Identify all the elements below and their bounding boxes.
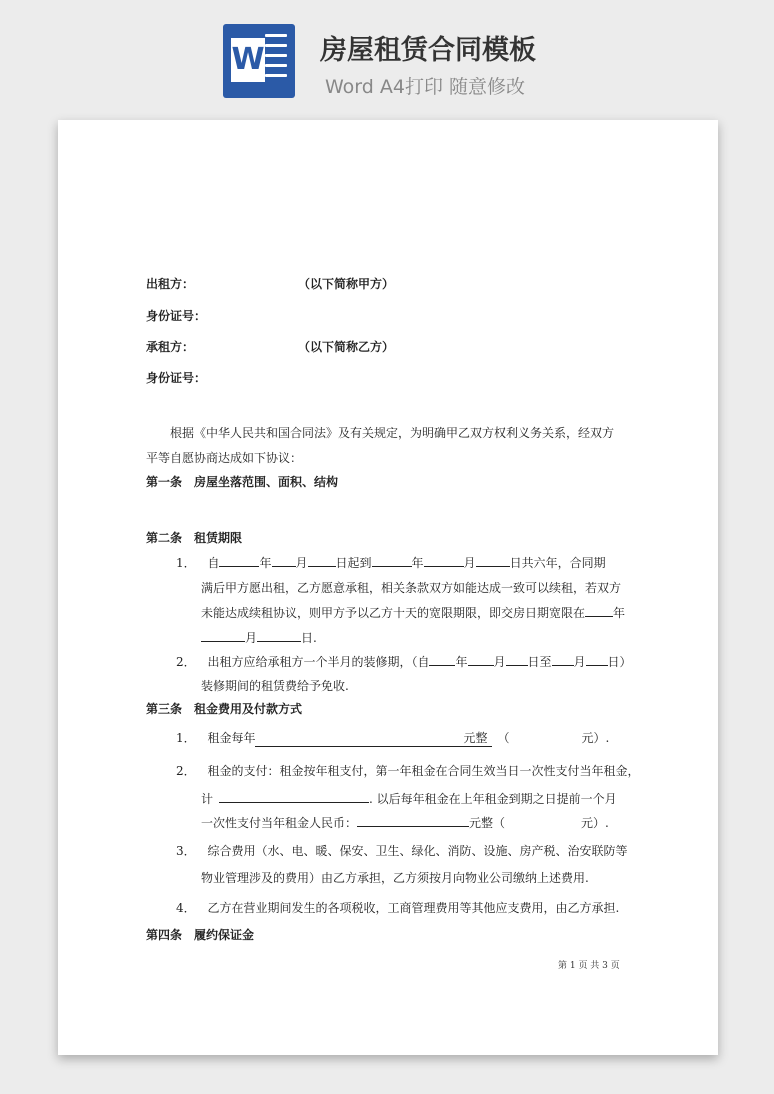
article-2-item-2-line-2: 装修期间的租赁费给予免收. [201, 679, 349, 693]
item-number: 2． [176, 764, 196, 778]
blank-field [468, 653, 494, 666]
blank-field [201, 629, 245, 642]
article-2-item-1-line-4 [201, 629, 317, 646]
article-3-item-2-line-2 [201, 790, 617, 807]
blank-field [257, 629, 301, 642]
blank-field [585, 604, 613, 617]
document-lines-icon [265, 34, 287, 86]
item-text: 日共六年，合同期 [509, 556, 606, 570]
item-text: 月 [573, 655, 586, 669]
item-text: 元整 [463, 731, 488, 745]
item-text: 自 [207, 556, 220, 570]
template-subtitle: Word A4打印 随意修改 [325, 76, 526, 98]
item-text: 日） [607, 655, 632, 669]
item-text: 乙方在营业期间发生的各项税收，工商管理费用等其他应支费用，由乙方承担. [207, 901, 620, 915]
article-1-heading: 第一条 房屋坐落范围、面积、结构 [146, 475, 339, 489]
intro-line-2: 平等自愿协商达成如下协议： [146, 451, 303, 465]
item-number: 2． [176, 655, 196, 669]
word-icon-letter: W [231, 38, 265, 82]
item-number: 4． [176, 901, 196, 915]
blank-field [308, 554, 336, 567]
item-text: 年 [411, 556, 424, 570]
blank-field [372, 554, 412, 567]
lessee-note: （以下简称乙方） [298, 340, 395, 354]
article-2-heading: 第二条 租赁期限 [146, 531, 243, 545]
item-text: 月 [295, 556, 308, 570]
lessor-id-label: 身份证号： [146, 309, 207, 323]
item-text: 元）. [581, 816, 609, 830]
item-text: 计 [201, 792, 214, 806]
item-text: 日起到 [335, 556, 372, 570]
rent-amount-field [255, 729, 491, 747]
item-text: 月 [463, 556, 476, 570]
item-text: 月 [493, 655, 506, 669]
item-text: 租金的支付：租金按年租支付，第一年租金在合同生效当日一次性支付当年租金， [207, 764, 640, 778]
item-text: （ [497, 731, 510, 745]
article-3-heading: 第三条 租金费用及付款方式 [146, 702, 303, 716]
item-text: 综合费用（水、电、暖、保安、卫生、绿化、消防、设施、房产税、治安联防等 [207, 844, 628, 858]
blank-field [219, 554, 259, 567]
lessee-id-label: 身份证号： [146, 371, 207, 385]
article-3-item-4 [176, 899, 619, 916]
article-2-item-1 [176, 554, 606, 571]
blank-field [272, 554, 296, 567]
item-text: 月 [245, 631, 258, 645]
item-number: 1． [176, 556, 196, 570]
item-text: . 以后每年租金在上年租金到期之日提前一个月 [369, 792, 617, 806]
page-header [0, 0, 774, 115]
blank-field [424, 554, 464, 567]
article-2-item-1-line-2: 满后甲方愿出租，乙方愿意承租，相关条款双方如能达成一致可以续租，若双方 [201, 581, 622, 595]
lessor-note: （以下简称甲方） [298, 277, 395, 291]
item-text: 年 [613, 606, 626, 620]
intro-line-1: 根据《中华人民共和国合同法》及有关规定，为明确甲乙双方权利义务关系，经双方 [170, 426, 615, 440]
blank-field [506, 653, 528, 666]
item-number: 3． [176, 844, 196, 858]
article-3-item-3-line-2: 物业管理涉及的费用）由乙方承担，乙方须按月向物业公司缴纳上述费用. [201, 871, 589, 885]
blank-field [429, 653, 455, 666]
item-text: 一次性支付当年租金人民币： [201, 816, 358, 830]
item-number: 1． [176, 731, 196, 745]
item-text: 租金每年 [207, 731, 256, 745]
blank-field [476, 554, 510, 567]
item-text: 日. [301, 631, 317, 645]
lessee-label: 承租方： [146, 340, 195, 354]
article-3-item-2 [176, 762, 639, 779]
blank-field [357, 814, 469, 827]
lessor-label: 出租方： [146, 277, 195, 291]
article-2-item-2 [176, 653, 632, 670]
item-text: 元）. [581, 731, 610, 745]
article-3-item-1 [176, 729, 609, 747]
article-3-item-3 [176, 842, 627, 859]
document-page [58, 120, 718, 1055]
article-4-heading: 第四条 履约保证金 [146, 928, 255, 942]
item-text: 年 [259, 556, 272, 570]
item-text: 元整（ [469, 816, 506, 830]
item-text: 未能达成续租协议，则甲方予以乙方十天的宽限期限，即交房日期宽限在 [201, 606, 586, 620]
item-text: 年 [455, 655, 468, 669]
page-number: 第 1 页 共 3 页 [558, 961, 620, 971]
item-text: 出租方应给承租方一个半月的装修期，（自 [207, 655, 430, 669]
blank-field [219, 790, 369, 803]
item-text: 日至 [527, 655, 552, 669]
blank-field [586, 653, 608, 666]
blank-field [552, 653, 574, 666]
template-title: 房屋租赁合同模板 [320, 35, 536, 66]
article-2-item-1-line-3 [201, 604, 625, 621]
article-3-item-2-line-3 [201, 814, 609, 831]
word-document-icon [223, 24, 295, 98]
